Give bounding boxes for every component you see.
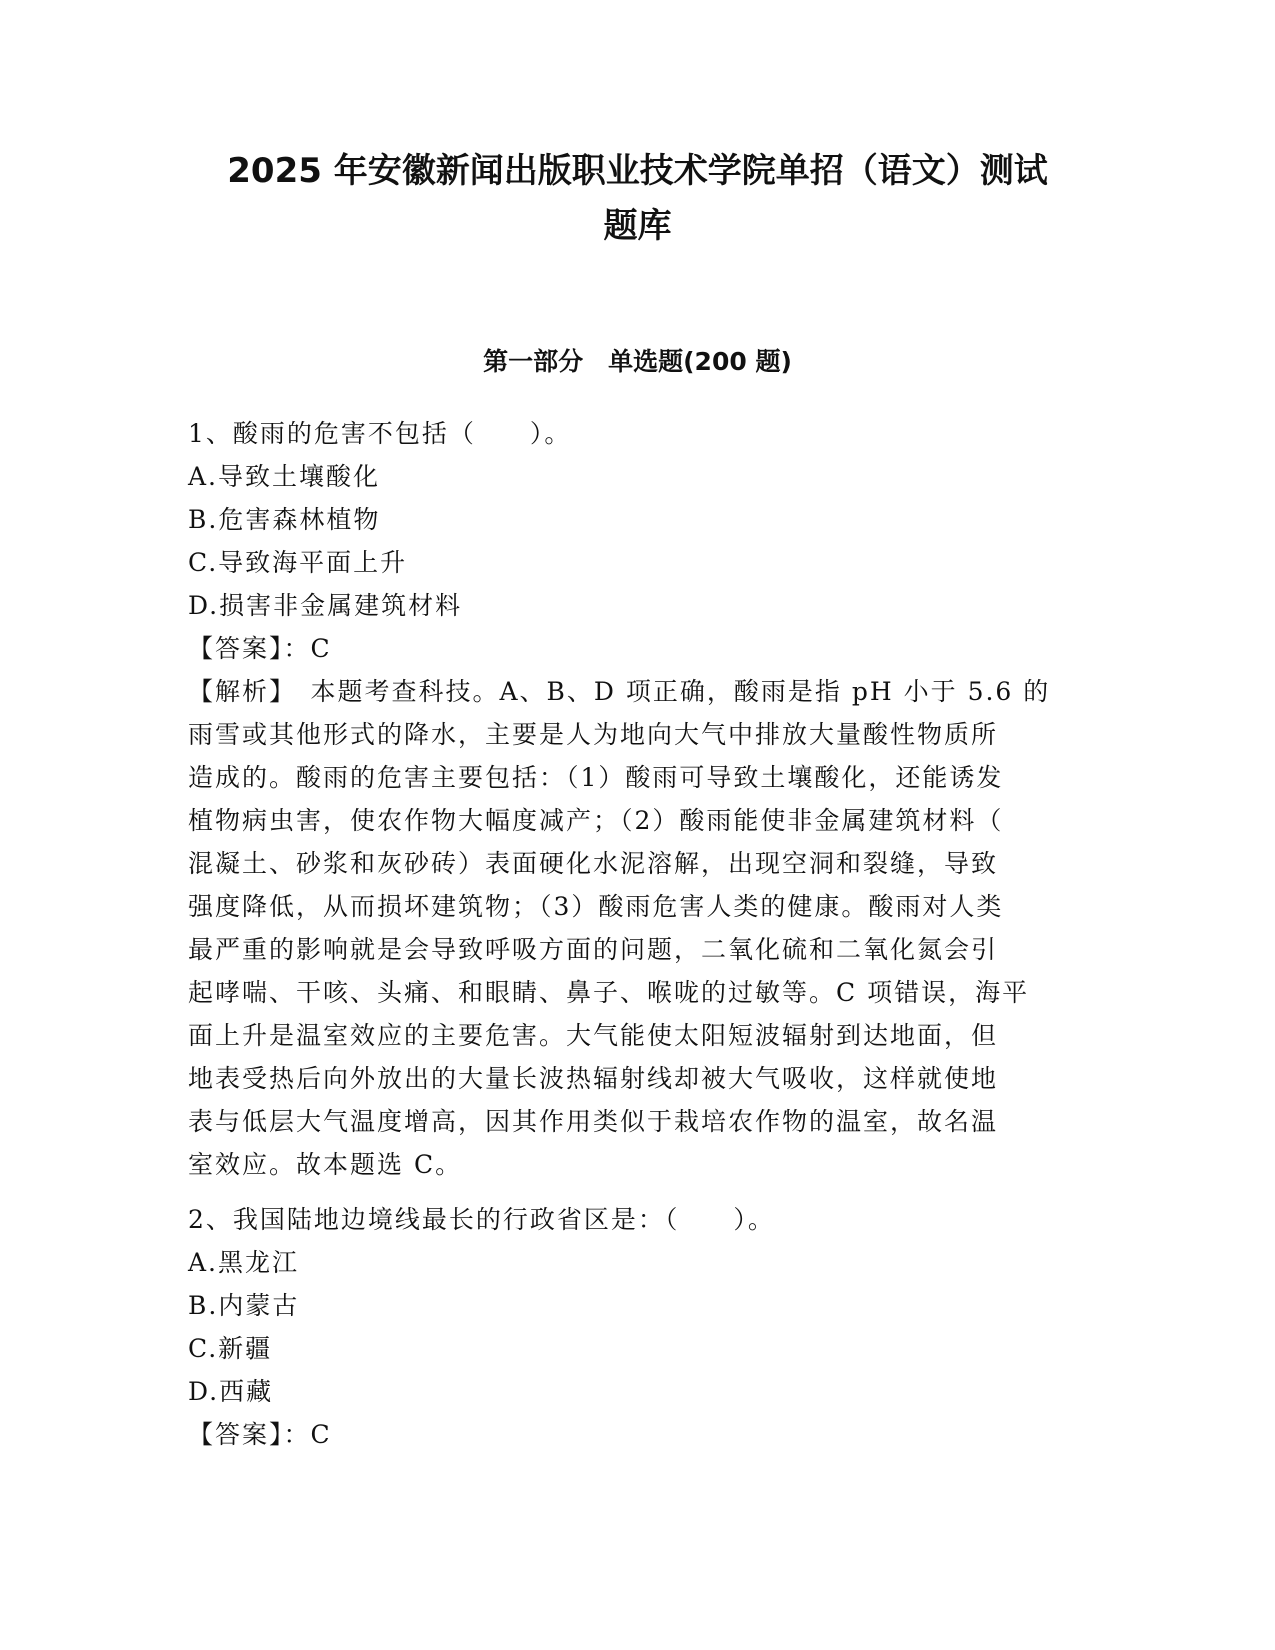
- analysis-line: 雨雪或其他形式的降水，主要是人为地向大气中排放大量酸性物质所: [188, 720, 999, 749]
- option-b: B.内蒙古: [188, 1291, 300, 1320]
- question-stem: 1、酸雨的危害不包括（ ）。: [188, 419, 572, 448]
- analysis-line: 植物病虫害，使农作物大幅度减产；（2）酸雨能使非金属建筑材料（: [188, 806, 1004, 835]
- analysis-line: 混凝土、砂浆和灰砂砖）表面硬化水泥溶解，出现空洞和裂缝，导致: [188, 849, 999, 878]
- option-a: A.黑龙江: [188, 1248, 300, 1277]
- analysis-line: 室效应。故本题选 C。: [188, 1150, 463, 1179]
- analysis-line: 强度降低，从而损坏建筑物；（3）酸雨危害人类的健康。酸雨对人类: [188, 892, 1004, 921]
- question-1: [188, 412, 1088, 1186]
- option-c: C.新疆: [188, 1334, 273, 1363]
- option-a: A.导致土壤酸化: [188, 462, 381, 491]
- title-line-2: 题库: [603, 206, 672, 246]
- document-title: [150, 144, 1125, 254]
- analysis-line: 【解析】 本题考查科技。A、B、D 项正确，酸雨是指 pH 小于 5.6 的: [188, 677, 1051, 706]
- analysis-line: 表与低层大气温度增高，因其作用类似于栽培农作物的温室，故名温: [188, 1107, 999, 1136]
- question-stem: 2、我国陆地边境线最长的行政省区是：（ ）。: [188, 1205, 775, 1234]
- option-c: C.导致海平面上升: [188, 548, 408, 577]
- analysis-line: 最严重的影响就是会导致呼吸方面的问题，二氧化硫和二氧化氮会引: [188, 935, 999, 964]
- section-title: 第一部分 单选题(200 题): [483, 347, 792, 376]
- answer-line: 【答案】：C: [188, 634, 332, 663]
- title-line-1: 2025 年安徽新闻出版职业技术学院单招（语文）测试: [227, 151, 1048, 191]
- analysis-block: [188, 670, 1088, 1186]
- option-d: D.损害非金属建筑材料: [188, 591, 463, 620]
- question-2: [188, 1198, 1088, 1456]
- analysis-line: 地表受热后向外放出的大量长波热辐射线却被大气吸收，这样就使地: [188, 1064, 999, 1093]
- question-list: [188, 412, 1088, 1456]
- option-b: B.危害森林植物: [188, 505, 381, 534]
- answer-line: 【答案】：C: [188, 1420, 332, 1449]
- option-d: D.西藏: [188, 1377, 274, 1406]
- analysis-line: 起哮喘、干咳、头痛、和眼睛、鼻子、喉咙的过敏等。C 项错误，海平: [188, 978, 1030, 1007]
- analysis-line: 面上升是温室效应的主要危害。大气能使太阳短波辐射到达地面，但: [188, 1021, 999, 1050]
- analysis-line: 造成的。酸雨的危害主要包括：（1）酸雨可导致土壤酸化，还能诱发: [188, 763, 1004, 792]
